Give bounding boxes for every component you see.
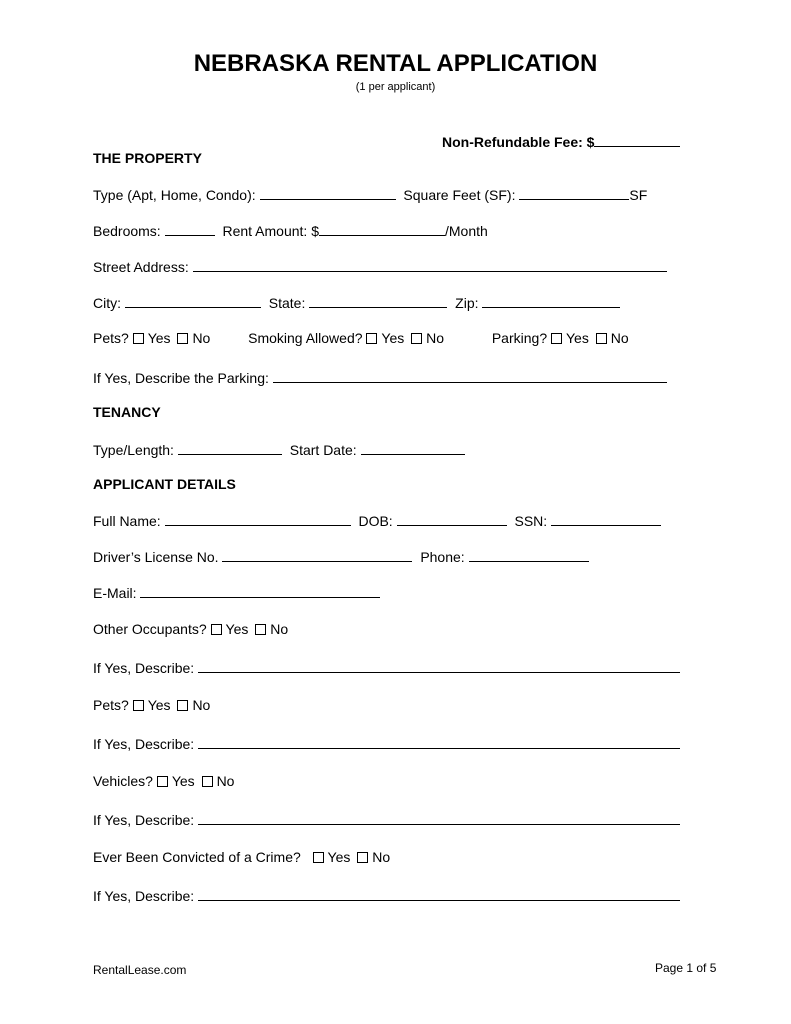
- smoking-no-checkbox[interactable]: [411, 333, 422, 344]
- bedrooms-row: [93, 221, 488, 240]
- license-row: [93, 547, 593, 566]
- fee-field[interactable]: [594, 132, 680, 147]
- dob-label: DOB:: [358, 513, 393, 529]
- bedrooms-field[interactable]: [165, 221, 215, 236]
- ssn-field[interactable]: [551, 511, 661, 526]
- applicant-heading: APPLICANT DETAILS: [93, 476, 236, 492]
- smoking-yes-label: Yes: [381, 330, 405, 346]
- occupants-label: Other Occupants?: [93, 621, 207, 637]
- property-pets-label: Pets?: [93, 330, 129, 346]
- crime-no-label: No: [372, 849, 391, 865]
- footer-page-number: Page 1 of 5: [655, 961, 717, 975]
- property-pets-yes-label: Yes: [147, 330, 171, 346]
- crime-row: [93, 848, 390, 866]
- footer-site: RentalLease.com: [93, 963, 187, 977]
- start-date-field[interactable]: [361, 440, 465, 455]
- crime-no-checkbox[interactable]: [357, 852, 368, 863]
- type-field[interactable]: [260, 185, 396, 200]
- parking-label: Parking?: [491, 330, 548, 346]
- city-row: [93, 293, 624, 312]
- page-title: NEBRASKA RENTAL APPLICATION: [193, 50, 598, 77]
- applicant-pets-row: [93, 696, 210, 714]
- smoking-label: Smoking Allowed?: [248, 330, 363, 346]
- sqft-field[interactable]: [519, 185, 629, 200]
- vehicles-yes-label: Yes: [171, 773, 195, 789]
- describe-label: If Yes, Describe:: [93, 736, 195, 752]
- occupants-yes-checkbox[interactable]: [211, 624, 222, 635]
- ssn-label: SSN:: [514, 513, 548, 529]
- describe-label: If Yes, Describe:: [93, 660, 195, 676]
- parking-yes-checkbox[interactable]: [551, 333, 562, 344]
- applicant-pets-yes-label: Yes: [147, 697, 171, 713]
- full-name-label: Full Name:: [93, 513, 161, 529]
- vehicles-describe-field[interactable]: [198, 810, 680, 825]
- license-field[interactable]: [222, 547, 412, 562]
- property-type-row: [93, 185, 647, 204]
- parking-describe-label: If Yes, Describe the Parking:: [93, 370, 269, 386]
- page-subtitle: (1 per applicant): [355, 81, 436, 93]
- parking-no-label: No: [610, 330, 629, 346]
- applicant-pets-yes-checkbox[interactable]: [133, 700, 144, 711]
- occupants-describe-field[interactable]: [198, 658, 680, 673]
- tenancy-row: [93, 440, 469, 459]
- crime-describe-row: [93, 886, 684, 905]
- parking-describe-field[interactable]: [273, 368, 667, 383]
- email-field[interactable]: [140, 583, 380, 598]
- pets-describe-field[interactable]: [198, 734, 680, 749]
- vehicles-row: [93, 772, 234, 790]
- property-pets-no-label: No: [192, 330, 211, 346]
- type-length-field[interactable]: [178, 440, 282, 455]
- sqft-suffix: SF: [629, 187, 648, 203]
- start-date-label: Start Date:: [289, 442, 357, 458]
- parking-no-checkbox[interactable]: [596, 333, 607, 344]
- vehicles-no-label: No: [216, 773, 235, 789]
- applicant-pets-no-checkbox[interactable]: [177, 700, 188, 711]
- occupants-yes-label: Yes: [225, 621, 249, 637]
- state-label: State:: [268, 295, 306, 311]
- pets-smoking-parking-row: [93, 329, 629, 347]
- occupants-no-label: No: [270, 621, 289, 637]
- zip-label: Zip:: [455, 295, 479, 311]
- property-pets-no-checkbox[interactable]: [177, 333, 188, 344]
- rent-label: Rent Amount: $: [222, 223, 319, 239]
- dob-field[interactable]: [397, 511, 507, 526]
- city-field[interactable]: [125, 293, 261, 308]
- sqft-label: Square Feet (SF):: [403, 187, 516, 203]
- type-length-label: Type/Length:: [93, 442, 174, 458]
- applicant-pets-no-label: No: [192, 697, 211, 713]
- crime-label: Ever Been Convicted of a Crime?: [93, 849, 301, 865]
- applicant-pets-label: Pets?: [93, 697, 129, 713]
- smoking-yes-checkbox[interactable]: [366, 333, 377, 344]
- crime-yes-checkbox[interactable]: [313, 852, 324, 863]
- fee-label: Non-Refundable Fee: $: [442, 134, 595, 150]
- email-row: [93, 583, 384, 602]
- vehicles-describe-row: [93, 810, 684, 829]
- property-heading: THE PROPERTY: [93, 150, 202, 166]
- property-pets-yes-checkbox[interactable]: [133, 333, 144, 344]
- occupants-row: [93, 620, 288, 638]
- occupants-no-checkbox[interactable]: [255, 624, 266, 635]
- parking-yes-label: Yes: [566, 330, 589, 346]
- type-label: Type (Apt, Home, Condo):: [93, 187, 256, 203]
- name-row: [93, 511, 665, 530]
- describe-label: If Yes, Describe:: [93, 888, 195, 904]
- license-label: Driver’s License No.: [93, 549, 219, 565]
- fee-row: [442, 132, 684, 150]
- crime-yes-label: Yes: [327, 849, 351, 865]
- vehicles-no-checkbox[interactable]: [202, 776, 213, 787]
- street-row: [93, 257, 671, 276]
- street-field[interactable]: [193, 257, 667, 272]
- street-label: Street Address:: [93, 259, 189, 275]
- city-label: City:: [93, 295, 121, 311]
- parking-describe-row: [93, 368, 671, 387]
- full-name-field[interactable]: [165, 511, 351, 526]
- smoking-no-label: No: [426, 330, 445, 346]
- zip-field[interactable]: [482, 293, 620, 308]
- phone-field[interactable]: [469, 547, 589, 562]
- vehicles-label: Vehicles?: [93, 773, 153, 789]
- phone-label: Phone:: [420, 549, 465, 565]
- bedrooms-label: Bedrooms:: [93, 223, 161, 239]
- email-label: E-Mail:: [93, 585, 137, 601]
- rent-field[interactable]: [319, 221, 445, 236]
- describe-label: If Yes, Describe:: [93, 812, 195, 828]
- vehicles-yes-checkbox[interactable]: [157, 776, 168, 787]
- crime-describe-field[interactable]: [198, 886, 680, 901]
- occupants-describe-row: [93, 658, 684, 677]
- rent-suffix: /Month: [445, 223, 488, 239]
- tenancy-heading: TENANCY: [93, 404, 161, 420]
- state-field[interactable]: [309, 293, 447, 308]
- pets-describe-row: [93, 734, 684, 753]
